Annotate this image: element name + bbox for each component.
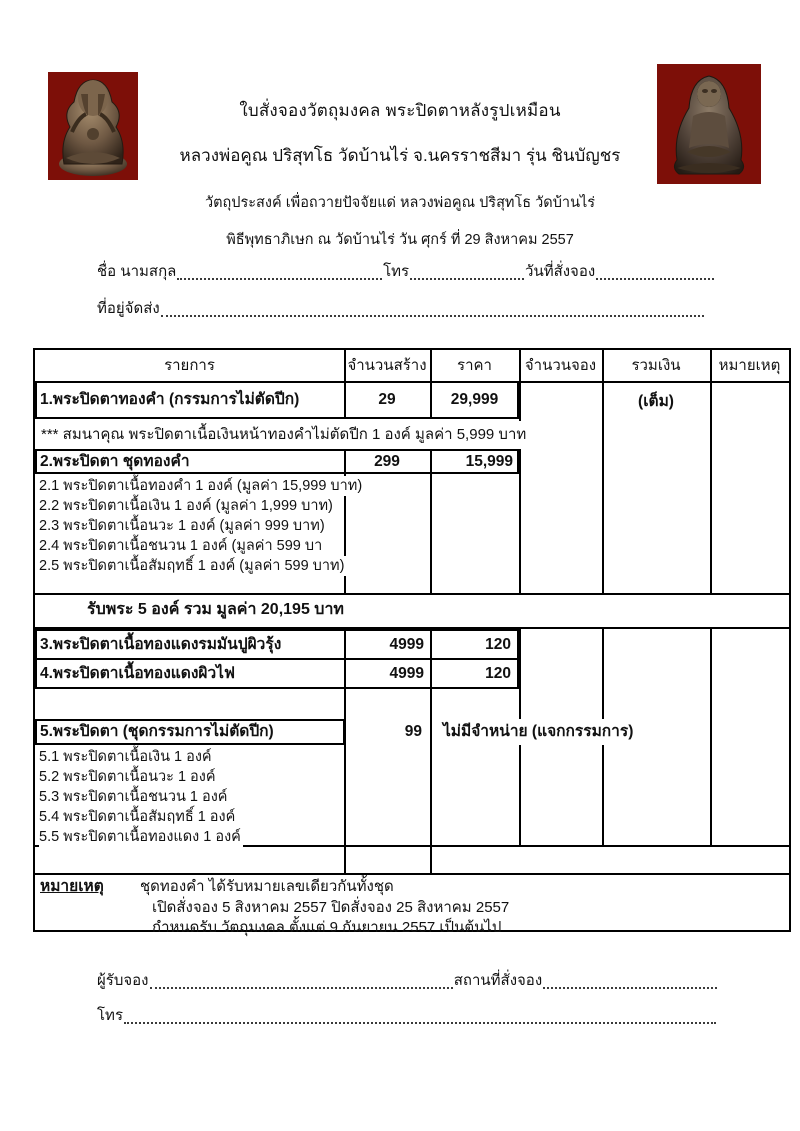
address-label: ที่อยู่จัดส่ง — [97, 300, 160, 317]
item1-made: 29 — [378, 391, 396, 408]
notes-line1: ชุดทองคำ ได้รับหมายเลขเดียวกันทั้งชุด — [140, 878, 394, 895]
item5-made: 99 — [404, 723, 422, 740]
item2-sub-row: 2.4 พระปิดตาเนื้อชนวน 1 องค์ (มูลค่า 599 บา — [39, 538, 323, 554]
table-gridline — [710, 383, 712, 593]
col-header-total: รวมเงิน — [631, 357, 681, 374]
footer-phone-label: โทร — [97, 1007, 124, 1024]
order-table — [33, 348, 791, 936]
address-line — [96, 301, 704, 320]
order-place-label: สถานที่สั่งจอง — [453, 972, 543, 989]
name-blank-line — [177, 277, 382, 280]
receiver-blank-line — [150, 986, 453, 989]
form-title-line2: หลวงพ่อคูณ ปริสุทโธ วัดบ้านไร่ จ.นครราชสีมา รุ่น ชินบัญชร — [179, 146, 621, 165]
receiver-line — [96, 973, 717, 992]
item5-sub-row: 5.1 พระปิดตาเนื้อเงิน 1 องค์ — [39, 749, 212, 765]
col-header-item: รายการ — [164, 357, 215, 374]
col-header-reserved: จำนวนจอง — [524, 357, 597, 374]
item5-sub-row: 5.4 พระปิดตาเนื้อสัมฤทธิ์ 1 องค์ — [39, 809, 236, 825]
item2-label: 2.พระปิดตา ชุดทองคำ — [40, 453, 190, 470]
item5-sub-row: 5.3 พระปิดตาเนื้อชนวน 1 องค์ — [39, 789, 228, 805]
item2-sub-row: 2.2 พระปิดตาเนื้อเงิน 1 องค์ (มูลค่า 1,999 บาท) — [39, 498, 333, 514]
table-gridline — [519, 383, 521, 593]
item3-label: 3.พระปิดตาเนื้อทองแดงรมมันปูผิวรุ้ง — [40, 636, 282, 653]
phone-blank-line — [410, 277, 524, 280]
item3-price: 120 — [485, 636, 511, 653]
summary-row: รับพระ 5 องค์ รวม มูลค่า 20,195 บาท — [87, 601, 344, 618]
table-gridline — [710, 629, 712, 845]
bonus-note: *** สมนาคุณ พระปิดตาเนื้อเงินหน้าทองคำไม่ตัดปีก 1 องค์ มูลค่า 5,999 บาท — [41, 421, 526, 449]
col-header-price: ราคา — [457, 357, 492, 374]
order-place-blank-line — [543, 986, 717, 989]
item3-made: 4999 — [389, 636, 424, 653]
notes-top-rule — [35, 873, 789, 875]
notes-line3: กำหนดรับ วัตถุมงคล ตั้งแต่ 9 กันยายน 2557 เป็นต้นไป — [152, 919, 502, 936]
address-blank-line — [161, 314, 704, 317]
item5-availability: ไม่มีจำหน่าย (แจกกรรมการ) — [438, 719, 638, 745]
col-header-made: จำนวนสร้าง — [347, 357, 427, 374]
table-gridline — [344, 350, 346, 383]
item4-made: 4999 — [389, 665, 424, 682]
table-gridline — [430, 350, 432, 383]
col-header-note: หมายเหตุ — [718, 357, 781, 374]
item2-made: 299 — [374, 453, 400, 470]
item4-price: 120 — [485, 665, 511, 682]
item5-sub-row: 5.2 พระปิดตาเนื้อนวะ 1 องค์ — [39, 769, 216, 785]
table-gridline — [430, 474, 432, 593]
table-gridline — [602, 350, 604, 383]
form-ceremony-line: พิธีพุทธาภิเษก ณ วัดบ้านไร่ วัน ศุกร์ ที่ 29 สิงหาคม 2557 — [226, 232, 574, 248]
item1-price: 29,999 — [450, 391, 499, 408]
name-label: ชื่อ นามสกุล — [97, 263, 177, 280]
item1-label: 1.พระปิดตาทองคำ (กรรมการไม่ตัดปีก) — [40, 391, 300, 408]
order-date-blank-line — [596, 277, 714, 280]
footer-phone-blank-line — [124, 1021, 716, 1024]
item5-label: 5.พระปิดตา (ชุดกรรมการไม่ตัดปีก) — [40, 723, 274, 740]
item4-label: 4.พระปิดตาเนื้อทองแดงผิวไฟ — [40, 665, 235, 682]
table-gridline — [519, 350, 521, 383]
table-gridline — [710, 350, 712, 383]
customer-info-line — [96, 264, 714, 283]
form-purpose-line: วัตถุประสงค์ เพื่อถวายปัจจัยแด่ หลวงพ่อคูณ ปริสุทโธ วัดบ้านไร่ — [204, 195, 596, 211]
notes-line2: เปิดสั่งจอง 5 สิงหาคม 2557 ปิดสั่งจอง 25 สิงหาคม 2557 — [152, 899, 510, 916]
item5-sub-row: 5.5 พระปิดตาเนื้อทองแดง 1 องค์ — [39, 829, 241, 845]
item2-price: 15,999 — [465, 453, 513, 470]
item2-sub-row: 2.1 พระปิดตาเนื้อทองคำ 1 องค์ (มูลค่า 15,999 บาท) — [39, 478, 363, 494]
receiver-label: ผู้รับจอง — [97, 972, 149, 989]
item2-sub-row: 2.5 พระปิดตาเนื้อสัมฤทธิ์ 1 องค์ (มูลค่า 599 บาท) — [39, 558, 345, 574]
order-date-label: วันที่สั่งจอง — [525, 263, 596, 280]
form-title-line1: ใบสั่งจองวัตถุมงคล พระปิดตาหลังรูปเหมือน — [239, 101, 561, 120]
item1-status-full: (เต็ม) — [638, 393, 674, 410]
footer-phone-line — [96, 1008, 716, 1027]
item2-sub-row: 2.3 พระปิดตาเนื้อนวะ 1 องค์ (มูลค่า 999 บาท) — [39, 518, 325, 534]
notes-label: หมายเหตุ — [40, 878, 104, 895]
phone-label: โทร — [383, 263, 410, 280]
